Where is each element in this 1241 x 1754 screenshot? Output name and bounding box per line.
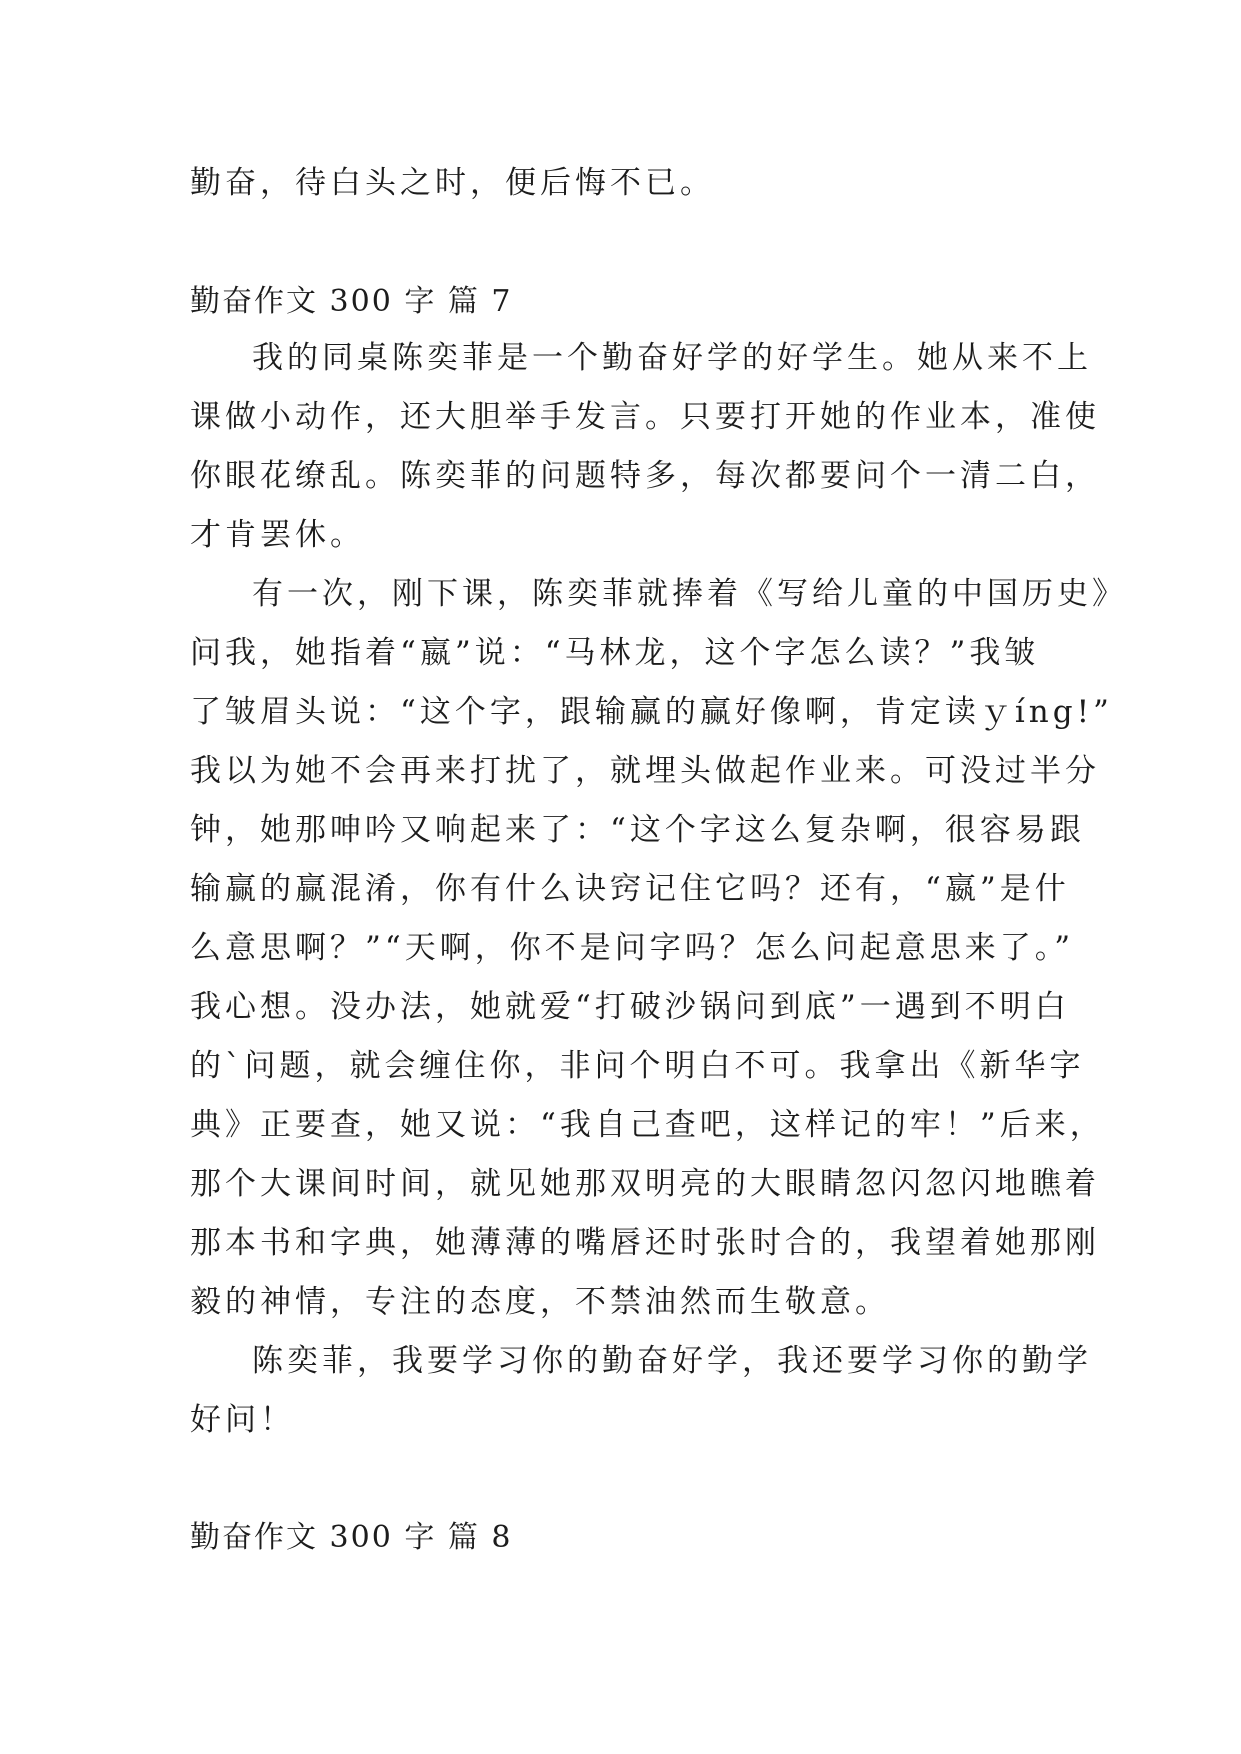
paragraph-line: 好问！ bbox=[190, 1402, 295, 1438]
paragraph-line: 我的同桌陈奕菲是一个勤奋好学的好学生。她从来不上 bbox=[252, 340, 1092, 376]
paragraph-line: 典》正要查，她又说：“我自己查吧，这样记的牢！”后来， bbox=[190, 1107, 1105, 1143]
paragraph-line: 陈奕菲，我要学习你的勤奋好学，我还要学习你的勤学 bbox=[252, 1343, 1092, 1379]
paragraph-line: 那本书和字典，她薄薄的嘴唇还时张时合的，我望着她那刚 bbox=[190, 1225, 1100, 1261]
previous-section-tail: 勤奋，待白头之时，便后悔不已。 bbox=[190, 165, 715, 201]
paragraph-line: 的`问题，就会缠住你，非问个明白不可。我拿出《新华字 bbox=[190, 1048, 1085, 1084]
paragraph-line: 那个大课间时间，就见她那双明亮的大眼睛忽闪忽闪地瞧着 bbox=[190, 1166, 1100, 1202]
section-heading-7: 勤奋作文 300 字 篇 7 bbox=[190, 284, 513, 319]
paragraph-line: 毅的神情，专注的态度，不禁油然而生敬意。 bbox=[190, 1284, 890, 1320]
paragraph-line: 钟，她那呻吟又响起来了：“这个字这么复杂啊，很容易跟 bbox=[190, 812, 1085, 848]
paragraph-line: 问我，她指着“嬴”说：“马林龙，这个字怎么读？”我皱 bbox=[190, 635, 1040, 671]
paragraph-line: 么意思啊？”“天啊，你不是问字吗？怎么问起意思来了。” bbox=[190, 930, 1075, 966]
paragraph-line: 你眼花缭乱。陈奕菲的问题特多，每次都要问个一清二白， bbox=[190, 458, 1100, 494]
paragraph-line: 我心想。没办法，她就爱“打破沙锅问到底”一遇到不明白 bbox=[190, 989, 1070, 1025]
section-heading-8: 勤奋作文 300 字 篇 8 bbox=[190, 1520, 513, 1555]
paragraph-line: 输赢的赢混淆，你有什么诀窍记住它吗？还有，“嬴”是什 bbox=[190, 871, 1070, 907]
paragraph-line: 我以为她不会再来打扰了，就埋头做起作业来。可没过半分 bbox=[190, 753, 1100, 789]
paragraph-line: 课做小动作，还大胆举手发言。只要打开她的作业本，准使 bbox=[190, 399, 1100, 435]
paragraph-line: 了皱眉头说：“这个字，跟输赢的赢好像啊，肯定读ｙíng!” bbox=[190, 694, 1113, 730]
paragraph-line: 有一次，刚下课，陈奕菲就捧着《写给儿童的中国历史》 bbox=[252, 576, 1127, 612]
paragraph-line: 才肯罢休。 bbox=[190, 517, 365, 553]
